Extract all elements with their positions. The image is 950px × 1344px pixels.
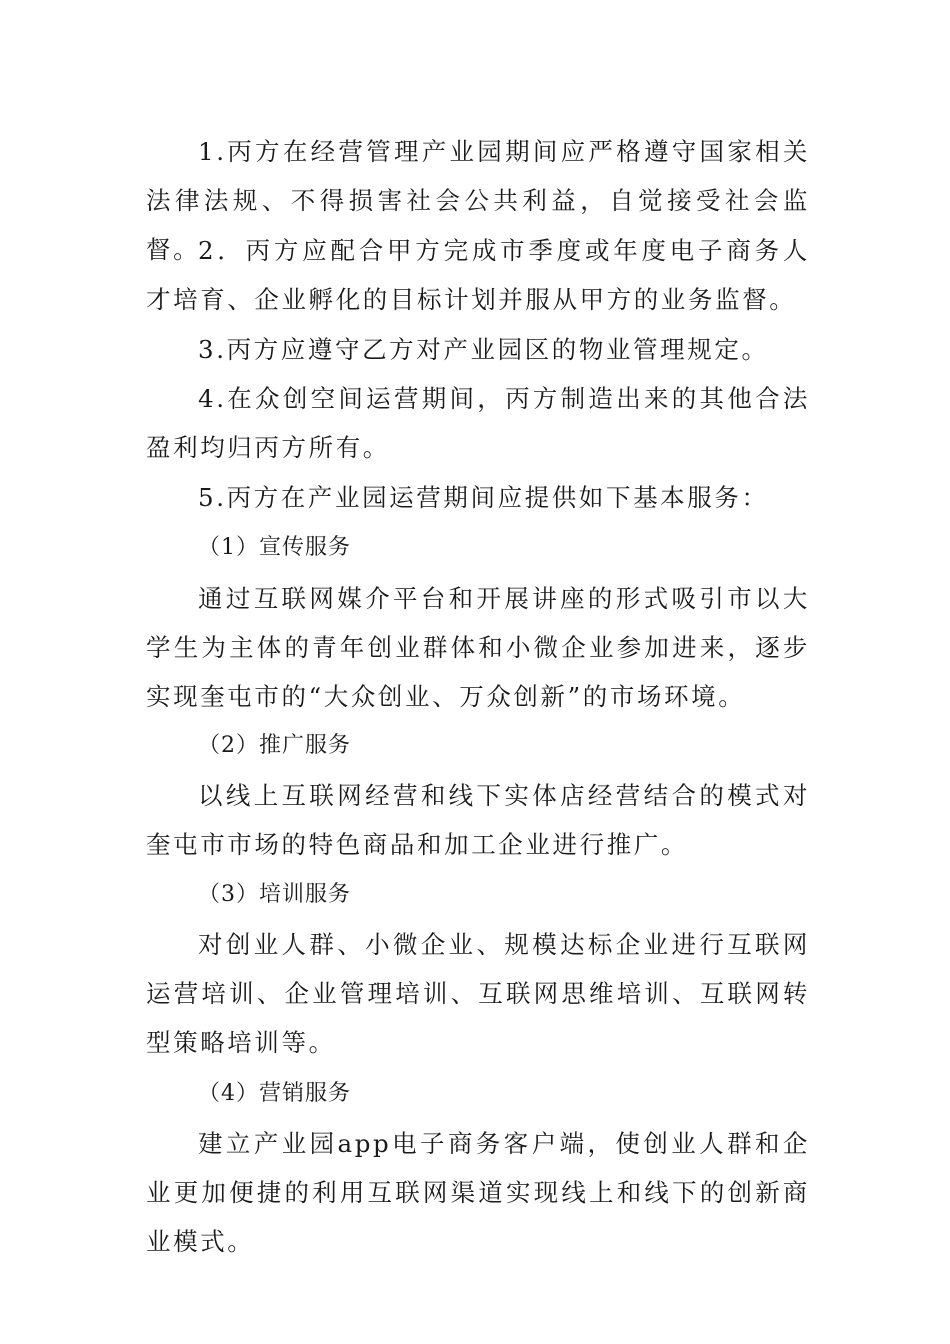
clause-2-paragraph: 2．丙方应配合甲方完成市季度或年度电子商务人才培育、企业孵化的目标计划并服从甲方的业务监督。 — [146, 236, 810, 314]
promotion-service-paragraph: 以线上互联网经营和线下实体店经营结合的模式对奎屯市市场的特色商品和加工企业进行推广。 — [146, 781, 810, 859]
publicity-service-heading: （1）宣传服务 — [198, 535, 351, 560]
promotion-service-heading: （2）推广服务 — [198, 733, 351, 758]
marketing-service-paragraph: 建立产业园app电子商务客户端，使创业人群和企业更加便捷的利用互联网渠道实现线上和线下的创新商业模式。 — [146, 1129, 810, 1256]
clause-4-paragraph: 4.在众创空间运营期间，丙方制造出来的其他合法盈利均归丙方所有。 — [146, 384, 810, 462]
training-service-paragraph: 对创业人群、小微企业、规模达标企业进行互联网运营培训、企业管理培训、互联网思维培训、互联网转型策略培训等。 — [146, 930, 810, 1057]
training-service-heading: （3）培训服务 — [198, 882, 351, 907]
marketing-service-heading: （4）营销服务 — [198, 1081, 351, 1106]
clause-5-paragraph: 5.丙方在产业园运营期间应提供如下基本服务： — [198, 483, 769, 512]
clause-1-paragraph: 1.丙方在经营管理产业园期间应严格遵守国家相关法律法规、不得损害社会公共利益，自觉接受社会监督。 — [146, 137, 810, 264]
clause-3-paragraph: 3.丙方应遵守乙方对产业园区的物业管理规定。 — [198, 335, 769, 364]
publicity-service-paragraph: 通过互联网媒介平台和开展讲座的形式吸引市以大学生为主体的青年创业群体和小微企业参加进来，逐步实现奎屯市的“大众创业、万众创新”的市场环境。 — [146, 584, 810, 711]
